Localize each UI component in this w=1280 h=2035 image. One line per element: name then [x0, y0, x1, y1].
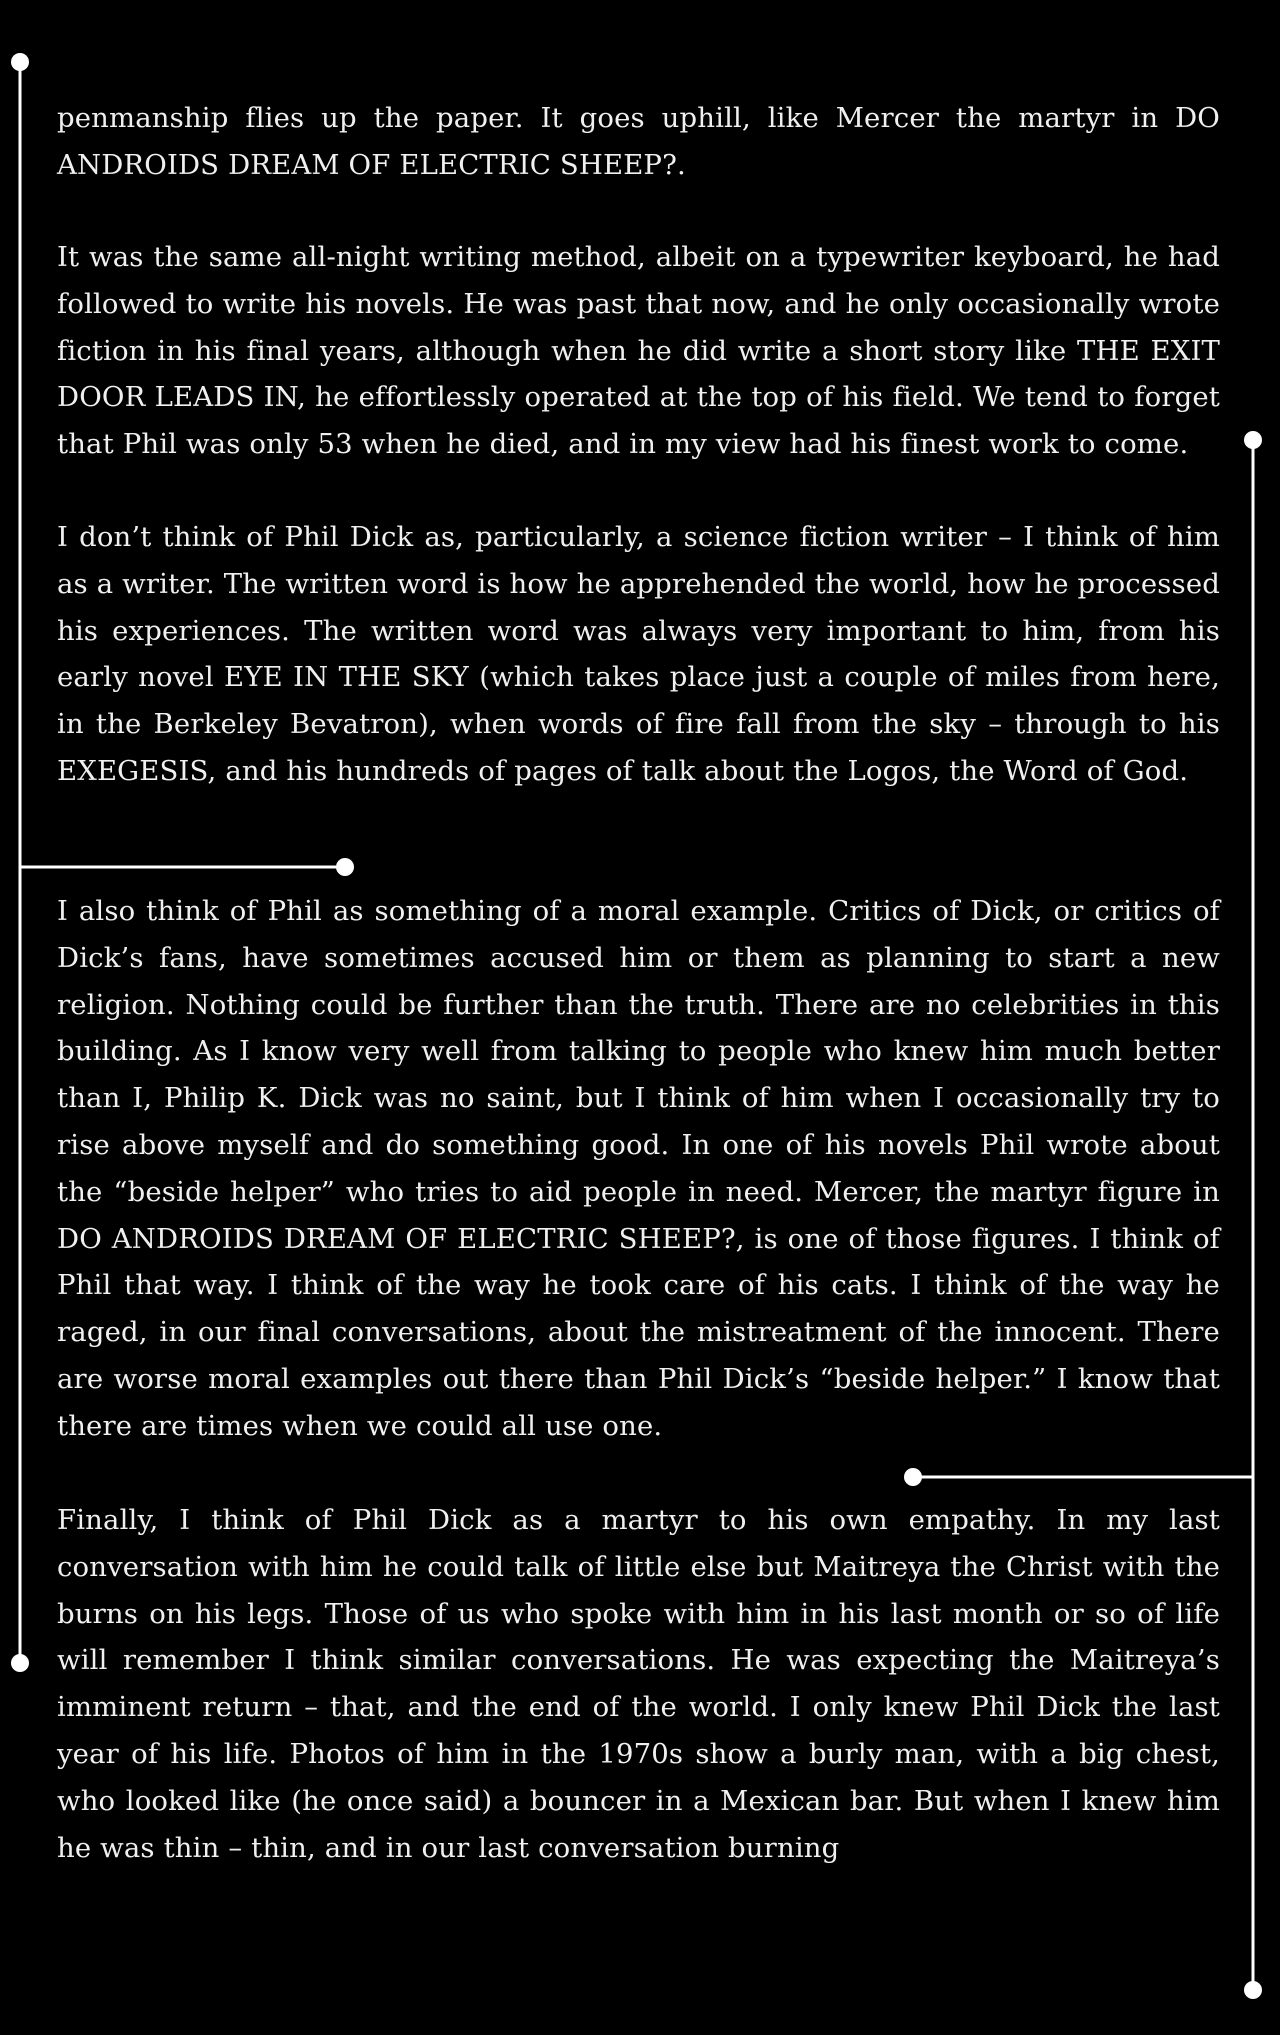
right-bottom-dot: [1244, 1981, 1262, 1999]
paragraph-1: penmanship flies up the paper. It goes uphill, like Mercer the martyr in DO ANDROIDS DREAM OF ELECTRIC SHEEP?.: [57, 102, 1220, 181]
paragraph-3: I don’t think of Phil Dick as, particularly, a science fiction writer – I think of him as a writer. The written word is how he apprehended the world, how he processed his experiences. The written word was always very important to him, from his early novel EYE IN THE SKY (which takes place just a couple of miles from here, in the Berkeley Bevatron), when words of fire fall from the sky – through to his EXEGESIS, and his hundreds of pages of talk about the Logos, the Word of God.: [57, 521, 1220, 787]
right-branch-dot: [904, 1468, 922, 1486]
left-bottom-dot: [11, 1654, 29, 1672]
left-top-dot: [11, 53, 29, 71]
left-branch-dot: [336, 858, 354, 876]
paragraph-5: Finally, I think of Phil Dick as a martyr to his own empathy. In my last conversation with him he could talk of little else but Maitreya the Christ with the burns on his legs. Those of us who spoke with him in his last month or so of life will remember I think similar conversations. He was expecting the Maitreya’s imminent return – that, and the end of the world. I only knew Phil Dick the last year of his life. Photos of him in the 1970s show a burly man, with a big chest, who looked like (he once said) a bouncer in a Mexican bar. But when I knew him he was thin – thin, and in our last conversation burning: [57, 1504, 1220, 1864]
paragraph-4: I also think of Phil as something of a moral example. Critics of Dick, or critics of Dick’s fans, have sometimes accused him or them as planning to start a new religion. Nothing could be further than the truth. There are no celebrities in this building. As I know very well from talking to people who knew him much better than I, Philip K. Dick was no saint, but I think of him when I occasionally try to rise above myself and do something good. In one of his novels Phil wrote about the “beside helper” who tries to aid people in need. Mercer, the martyr figure in DO ANDROIDS DREAM OF ELECTRIC SHEEP?, is one of those figures. I think of Phil that way. I think of the way he took care of his cats. I think of the way he raged, in our final conversations, about the mistreatment of the innocent. There are worse moral examples out there than Phil Dick’s “beside helper.” I know that there are times when we could all use one.: [57, 895, 1220, 1442]
paragraph-2: It was the same all-night writing method, albeit on a typewriter keyboard, he had followed to write his novels. He was past that now, and he only occasionally wrote fiction in his final years, although when he did write a short story like THE EXIT DOOR LEADS IN, he effortlessly operated at the top of his field. We tend to forget that Phil was only 53 when he died, and in my view had his finest work to come.: [57, 241, 1220, 461]
right-top-dot: [1244, 431, 1262, 449]
